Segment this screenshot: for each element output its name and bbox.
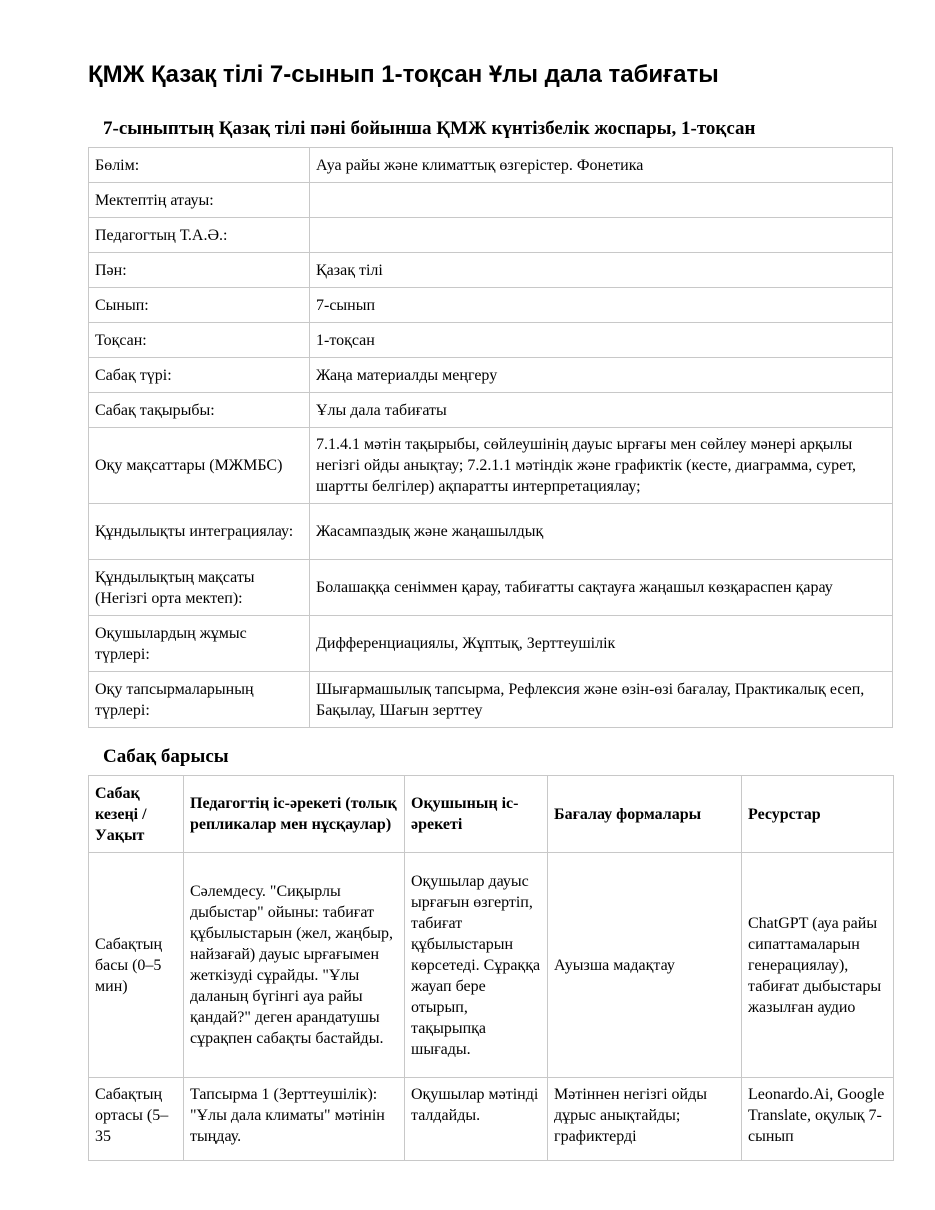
column-header-teacher-activity: Педагогтің іс-әрекеті (толық репликалар мен нұсқаулар) [184,776,405,853]
table-row [89,253,893,288]
info-label: Бөлім: [89,148,310,183]
table-row [89,393,893,428]
teacher-activity-cell: Тапсырма 1 (Зерттеушілік): "Ұлы дала климаты" мәтінін тыңдау. [184,1078,405,1161]
info-value: Ауа райы және климаттық өзгерістер. Фонетика [310,148,893,183]
table-row [89,1078,894,1161]
column-header-resources: Ресурстар [742,776,894,853]
table-row [89,183,893,218]
resources-cell: ChatGPT (ауа райы сипаттамаларын генерациялау), табиғат дыбыстары жазылған аудио [742,853,894,1078]
table-row [89,853,894,1078]
table-row [89,616,893,672]
assessment-cell: Ауызша мадақтау [548,853,742,1078]
info-value: Жасампаздық және жаңашылдық [310,504,893,560]
info-value: Дифференциациялы, Жұптық, Зерттеушілік [310,616,893,672]
table-row [89,504,893,560]
info-label: Сынып: [89,288,310,323]
table-row [89,323,893,358]
table-row [89,218,893,253]
table-row [89,148,893,183]
info-label: Тоқсан: [89,323,310,358]
teacher-activity-cell: Сәлемдесу. "Сиқырлы дыбыстар" ойыны: табиғат құбылыстарын (жел, жаңбыр, найзағай) дауыс ырғағымен жеткізуді сұрайды. "Ұлы даланың бүгінгі ауа райы қандай?" деген арандатушы сұрақпен сабақты бастайды. [184,853,405,1078]
student-activity-cell: Оқушылар дауыс ырғағын өзгертіп, табиғат құбылыстарын көрсетеді. Сұраққа жауап бере отырып, тақырыпқа шығады. [405,853,548,1078]
info-label: Құндылықты интеграциялау: [89,504,310,560]
info-value [310,218,893,253]
lesson-stage-cell: Сабақтың ортасы (5–35 [89,1078,184,1161]
info-label: Оқушылардың жұмыс түрлері: [89,616,310,672]
info-value: Ұлы дала табиғаты [310,393,893,428]
table-row [89,672,893,728]
info-value [310,183,893,218]
info-label: Сабақ тақырыбы: [89,393,310,428]
info-value: Жаңа материалды меңгеру [310,358,893,393]
info-label: Сабақ түрі: [89,358,310,393]
lesson-progress-heading: Сабақ барысы [103,746,229,767]
resources-cell: Leonardo.Ai, Google Translate, оқулық 7-сынып [742,1078,894,1161]
column-header-stage: Сабақ кезеңі / Уақыт [89,776,184,853]
column-header-assessment: Бағалау формалары [548,776,742,853]
info-value: Қазақ тілі [310,253,893,288]
info-label: Оқу тапсырмаларының түрлері: [89,672,310,728]
info-label: Құндылықтың мақсаты (Негізгі орта мектеп): [89,560,310,616]
info-label: Мектептің атауы: [89,183,310,218]
info-value: Шығармашылық тапсырма, Рефлексия және өзін-өзі бағалау, Практикалық есеп, Бақылау, Шағын зерттеу [310,672,893,728]
assessment-cell: Мәтіннен негізгі ойды дұрыс анықтайды; графиктерді [548,1078,742,1161]
table-row [89,560,893,616]
info-label: Оқу мақсаттары (МЖМБС) [89,428,310,504]
table-row [89,358,893,393]
lesson-progress-table [88,775,894,1161]
table-row [89,428,893,504]
student-activity-cell: Оқушылар мәтінді талдайды. [405,1078,548,1161]
info-value: 7-сынып [310,288,893,323]
info-value: 1-тоқсан [310,323,893,358]
column-header-student-activity: Оқушының іс-әрекеті [405,776,548,853]
table-row [89,288,893,323]
lesson-info-table [88,147,893,728]
info-value: 7.1.4.1 мәтін тақырыбы, сөйлеушінің дауыс ырғағы мен сөйлеу мәнері арқылы негізгі ойды анықтау; 7.2.1.1 мәтіндік және графиктік (кесте, диаграмма, сурет, шартты белгілер) ақпаратты интерпретациялау; [310,428,893,504]
info-label: Педагогтың Т.А.Ә.: [89,218,310,253]
lesson-stage-cell: Сабақтың басы (0–5 мин) [89,853,184,1078]
plan-subtitle: 7-сыныптың Қазақ тілі пәні бойынша ҚМЖ күнтізбелік жоспары, 1-тоқсан [103,118,756,139]
info-value: Болашаққа сеніммен қарау, табиғатты сақтауға жаңашыл көзқараспен қарау [310,560,893,616]
table-header-row [89,776,894,853]
document-title: ҚМЖ Қазақ тілі 7-сынып 1-тоқсан Ұлы дала табиғаты [88,61,719,88]
info-label: Пән: [89,253,310,288]
